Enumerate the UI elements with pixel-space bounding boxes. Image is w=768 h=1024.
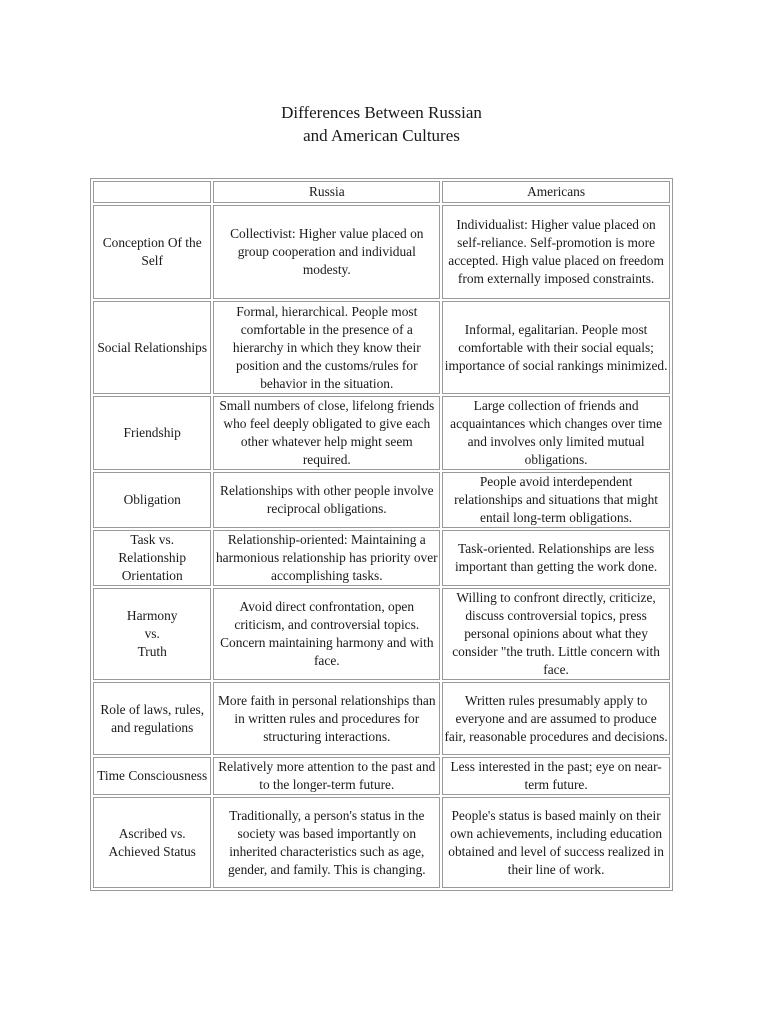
americans-cell: Task-oriented. Relationships are less important than getting the work done. (442, 530, 670, 586)
row-task-vs-relationship (93, 530, 670, 586)
americans-cell: Less interested in the past; eye on near-term future. (442, 757, 670, 795)
row-time-consciousness (93, 757, 670, 795)
row-ascribed-vs-achieved (93, 797, 670, 888)
header-russia: Russia (213, 181, 440, 203)
row-social-relationships (93, 301, 670, 394)
topic-cell: Social Relationships (93, 301, 211, 394)
americans-cell: People avoid interdependent relationships and situations that might entail long-term obligations. (442, 472, 670, 528)
americans-cell: People's status is based mainly on their own achievements, including education obtained and level of success realized in their line of work. (442, 797, 670, 888)
russia-cell: More faith in personal relationships than in written rules and procedures for structuring interactions. (213, 682, 440, 755)
row-conception-of-self (93, 205, 670, 299)
topic-cell: Ascribed vs. Achieved Status (93, 797, 211, 888)
header-row (93, 181, 670, 203)
row-role-of-laws (93, 682, 670, 755)
topic-cell: Obligation (93, 472, 211, 528)
row-obligation (93, 472, 670, 528)
comparison-table (90, 178, 673, 891)
title-line-1: Differences Between Russian (281, 103, 482, 122)
russia-cell: Small numbers of close, lifelong friends who feel deeply obligated to give each other whatever help might seem required. (213, 396, 440, 470)
header-americans: Americans (442, 181, 670, 203)
russia-cell: Collectivist: Higher value placed on group cooperation and individual modesty. (213, 205, 440, 299)
header-corner-cell (93, 181, 211, 203)
russia-cell: Relationship-oriented: Maintaining a harmonious relationship has priority over accomplishing tasks. (213, 530, 440, 586)
row-harmony-vs-truth (93, 588, 670, 680)
topic-cell: Conception Of the Self (93, 205, 211, 299)
topic-cell: Harmony vs. Truth (93, 588, 211, 680)
document-title (0, 101, 763, 147)
americans-cell: Individualist: Higher value placed on self-reliance. Self-promotion is more accepted. High value placed on freedom from externally imposed constraints. (442, 205, 670, 299)
topic-cell: Friendship (93, 396, 211, 470)
americans-cell: Willing to confront directly, criticize, discuss controversial topics, press personal opinions about what they consider "the truth. Little concern with face. (442, 588, 670, 680)
russia-cell: Avoid direct confrontation, open criticism, and controversial topics. Concern maintaining harmony and with face. (213, 588, 440, 680)
russia-cell: Relationships with other people involve reciprocal obligations. (213, 472, 440, 528)
topic-cell: Task vs. Relationship Orientation (93, 530, 211, 586)
americans-cell: Written rules presumably apply to everyone and are assumed to produce fair, reasonable procedures and decisions. (442, 682, 670, 755)
americans-cell: Informal, egalitarian. People most comfortable with their social equals; importance of social rankings minimized. (442, 301, 670, 394)
row-friendship (93, 396, 670, 470)
americans-cell: Large collection of friends and acquaintances which changes over time and involves only limited mutual obligations. (442, 396, 670, 470)
topic-cell: Time Consciousness (93, 757, 211, 795)
russia-cell: Formal, hierarchical. People most comfortable in the presence of a hierarchy in which they know their position and the customs/rules for behavior in the situation. (213, 301, 440, 394)
topic-cell: Role of laws, rules, and regulations (93, 682, 211, 755)
russia-cell: Relatively more attention to the past and to the longer-term future. (213, 757, 440, 795)
russia-cell: Traditionally, a person's status in the society was based importantly on inherited characteristics such as age, gender, and family. This is changing. (213, 797, 440, 888)
title-line-2: and American Cultures (303, 126, 460, 145)
